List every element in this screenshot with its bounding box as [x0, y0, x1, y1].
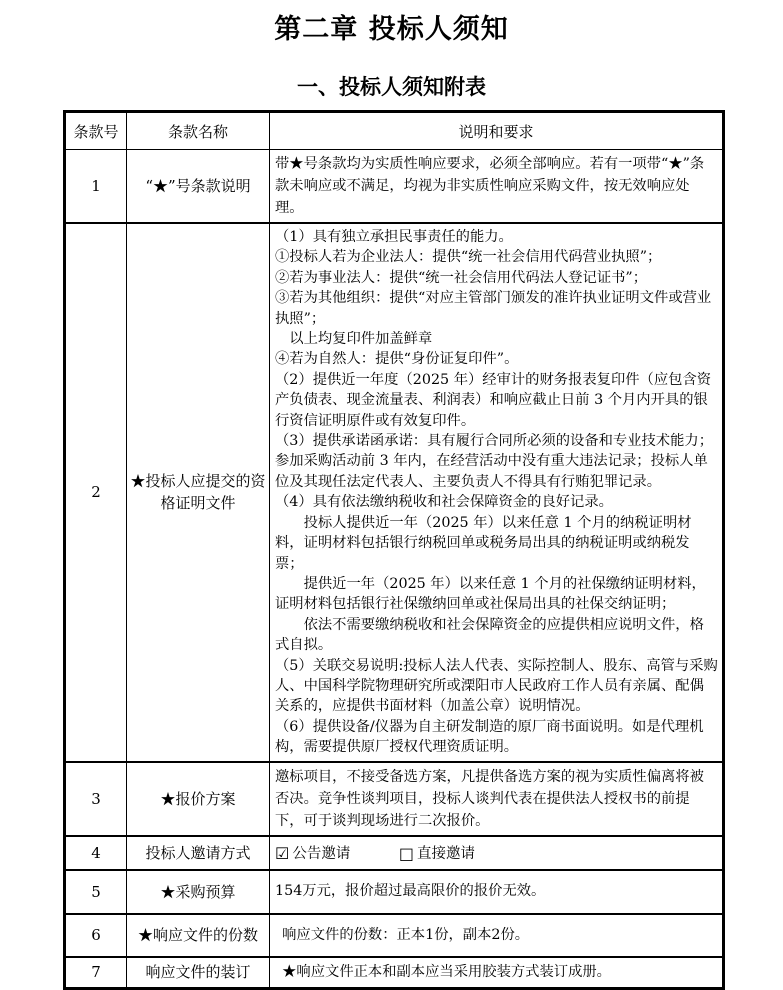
table-row-6 — [65, 914, 724, 957]
clause-no: 5 — [65, 870, 127, 914]
clause-requirements — [270, 836, 724, 870]
clause-paragraph: 投标人提供近一年（2025 年）以来任意 1 个月的纳税证明材料，证明材料包括银行纳税回单或税务局出具的纳税证明或纳税发票； — [275, 514, 692, 572]
table-row-4 — [65, 836, 724, 870]
clause-paragraph: ②若为事业法人：提供“统一社会信用代码法人登记证书”； — [275, 269, 648, 286]
clause-paragraph: 以上均复印件加盖鲜章 — [289, 331, 433, 348]
clause-paragraph: （5）关联交易说明:投标人法人代表、实际控制人、股东、高管与采购人、中国科学院物理研究所或溧阳市人民政府工作人员有亲属、配偶关系的，应提供书面材料（加盖公章）说明情况。 — [275, 657, 718, 715]
section-title: 一、投标人须知附表 — [297, 74, 486, 99]
table-header-row — [65, 112, 724, 150]
clause-paragraph: 带★号条款均为实质性响应要求，必须全部响应。若有一项带“★”条款未响应或不满足，均视为非实质性响应采购文件，按无效响应处理。 — [275, 156, 705, 216]
option-label: 公告邀请 — [292, 846, 351, 863]
clause-requirements — [270, 223, 724, 762]
clause-requirements — [270, 150, 724, 224]
clause-no: 3 — [65, 762, 127, 836]
clause-paragraph: ①投标人若为企业法人：提供“统一社会信用代码营业执照”； — [275, 249, 662, 266]
table-row-3 — [65, 762, 724, 836]
clause-paragraph: 依法不需要缴纳税收和社会保障资金的应提供相应说明文件，格式自拟。 — [275, 616, 704, 654]
clause-paragraph: 提供近一年（2025 年）以来任意 1 个月的社保缴纳证明材料，证明材料包括银行社保缴纳回单或社保局出具的社保交纳证明； — [275, 575, 706, 613]
clause-paragraph: （6）提供设备/仪器为自主研发制造的原厂商书面说明。如是代理机构，需要提供原厂授权代理资质证明。 — [275, 718, 704, 756]
chapter-title: 第二章 投标人须知 — [274, 14, 509, 45]
header-clause-name: 条款名称 — [127, 112, 270, 150]
table-row-7 — [65, 957, 724, 989]
clause-paragraph: 响应文件的份数：正本1份，副本2份。 — [282, 926, 530, 943]
clause-paragraph: ③若为其他组织：提供“对应主管部门颁发的准许执业证明文件或营业执照”； — [275, 290, 712, 327]
option-label: 直接邀请 — [417, 846, 476, 863]
table-row-2 — [65, 223, 724, 762]
option-public-invitation — [275, 842, 350, 863]
checkbox-checked-icon: ☑ — [275, 844, 290, 864]
clause-paragraph: 邀标项目，不接受备选方案，凡提供备选方案的视为实质性偏离将被否决。竞争性谈判项目，投标人谈判代表在提供法人授权书的前提下，可于谈判现场进行二次报价。 — [275, 768, 704, 829]
header-clause-requirements: 说明和要求 — [270, 112, 724, 150]
clause-requirements — [270, 870, 724, 914]
clause-no: 7 — [65, 957, 127, 989]
clause-name: 响应文件的装订 — [127, 957, 270, 989]
clause-no: 1 — [65, 150, 127, 224]
clause-name: ★响应文件的份数 — [127, 914, 270, 957]
clause-requirements — [270, 914, 724, 957]
table-row-5 — [65, 870, 724, 914]
clause-paragraph: 154万元，报价超过最高限价的报价无效。 — [275, 883, 546, 900]
clause-no: 4 — [65, 836, 127, 870]
clause-name: ★投标人应提交的资格证明文件 — [127, 223, 270, 762]
clause-name: ★报价方案 — [127, 762, 270, 836]
document-page — [0, 12, 783, 990]
option-direct-invitation — [399, 842, 475, 863]
clause-no: 6 — [65, 914, 127, 957]
clause-no: 2 — [65, 223, 127, 762]
clause-paragraph: （4）具有依法缴纳税收和社会保障资金的良好记录。 — [275, 494, 613, 511]
clause-paragraph: （1）具有独立承担民事责任的能力。 — [275, 229, 513, 245]
clause-name: “★”号条款说明 — [127, 150, 270, 224]
clause-name: 投标人邀请方式 — [127, 836, 270, 870]
checkbox-unchecked-icon: □ — [398, 844, 415, 864]
clause-paragraph: （2）提供近一年度（2025 年）经审计的财务报表复印件（应包含资产负债表、现金流量表、利润表）和响应截止日前 3 个月内开具的银行资信证明原件或有效复印件。 — [275, 371, 712, 429]
clause-name: ★采购预算 — [127, 870, 270, 914]
bidder-notice-table — [63, 110, 725, 990]
header-clause-no: 条款号 — [65, 112, 127, 150]
clause-requirements — [270, 762, 724, 836]
clause-paragraph: （3）提供承诺函承诺：具有履行合同所必须的设备和专业技术能力；参加采购活动前 3 年内，在经营活动中没有重大违法记录；投标人单位及其现任法定代表人、主要负责人不得具有行贿犯罪记录。 — [275, 433, 713, 490]
clause-requirements — [270, 957, 724, 989]
table-row-1 — [65, 150, 724, 224]
clause-paragraph: ★响应文件正本和副本应当采用胶装方式装订成册。 — [282, 964, 611, 981]
clause-paragraph: ④若为自然人：提供“身份证复印件”。 — [275, 351, 519, 368]
